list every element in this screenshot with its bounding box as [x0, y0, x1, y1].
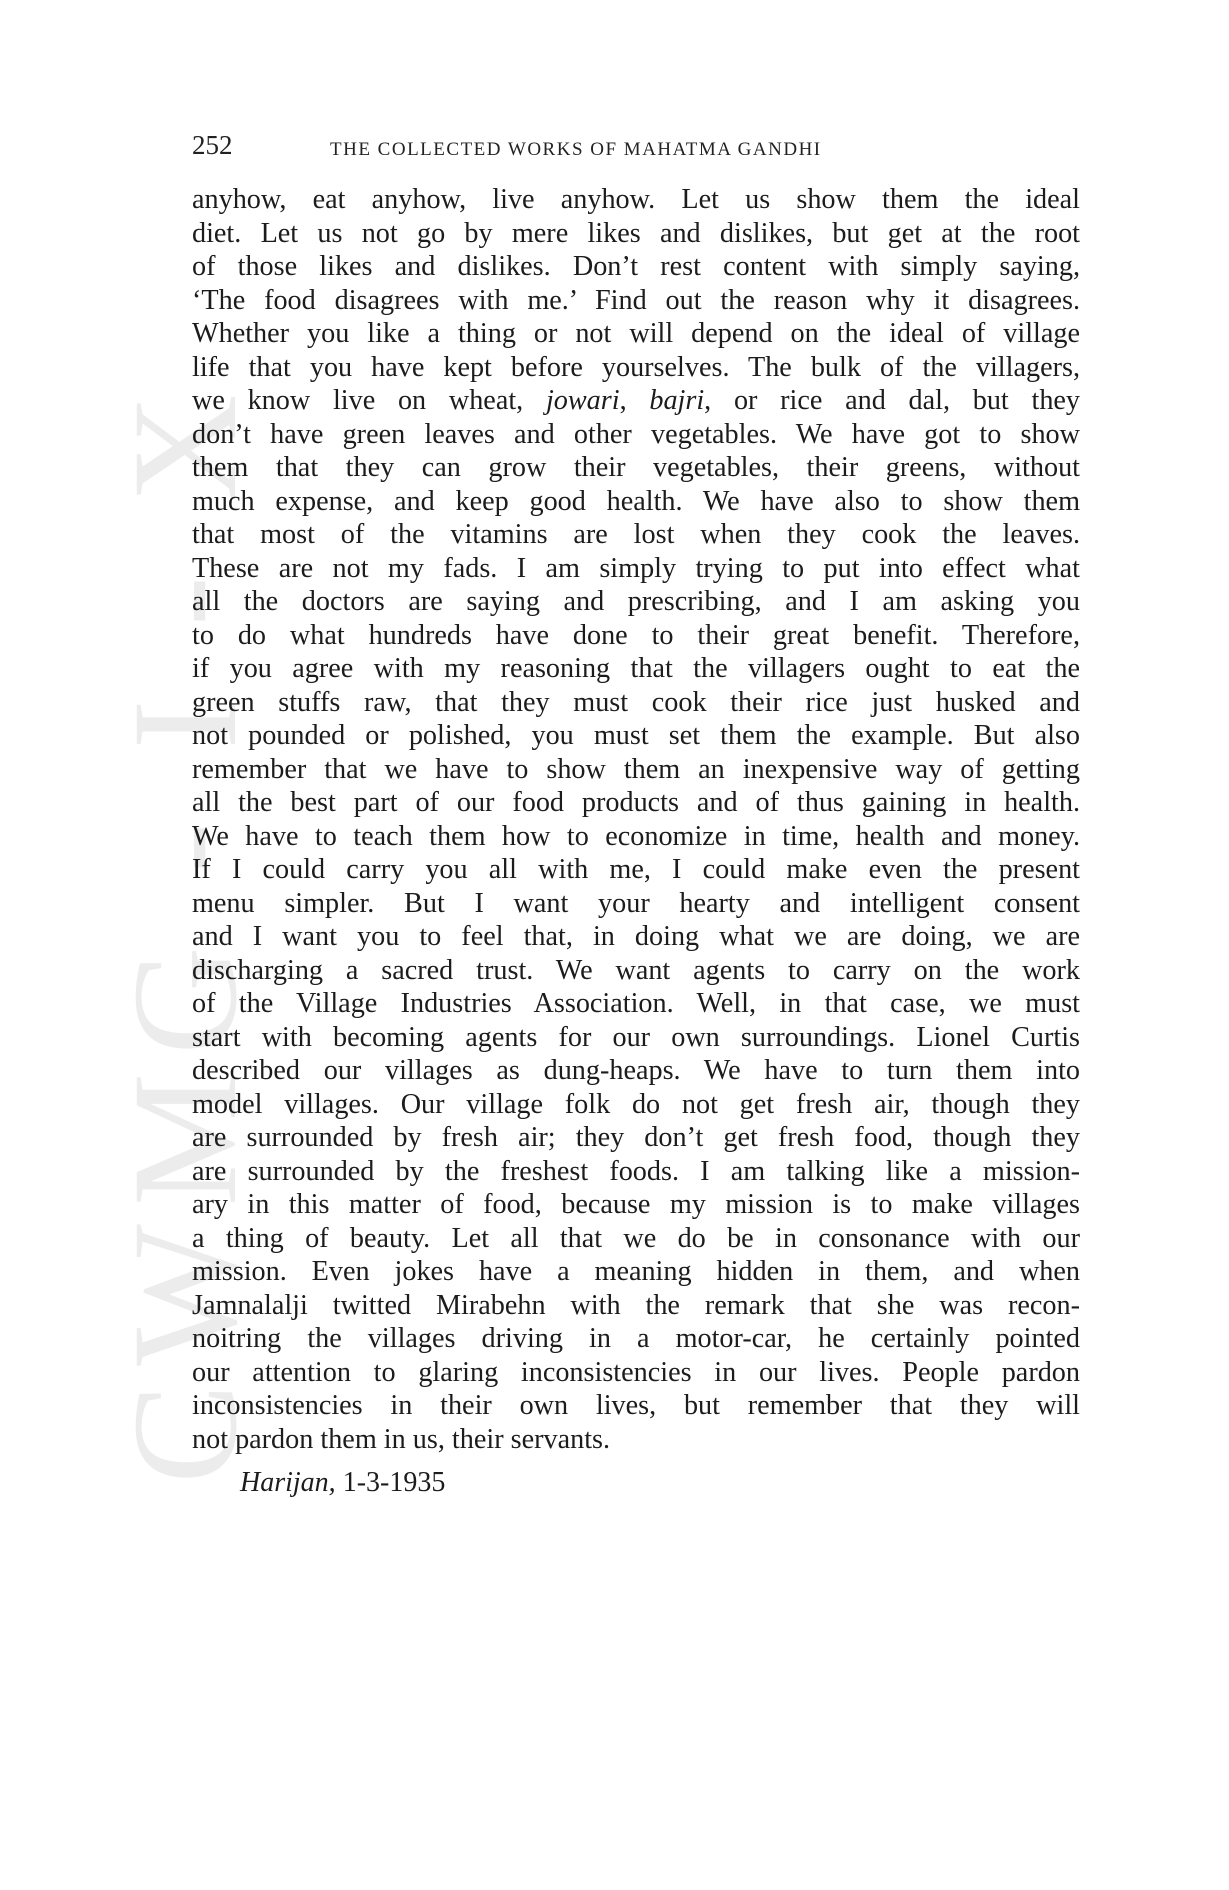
text-line: green stuffs raw, that they must cook their rice just husked and: [192, 686, 1080, 718]
page-header: [192, 130, 1082, 170]
text-line: start with becoming agents for our own surroundings. Lionel Curtis: [192, 1021, 1080, 1053]
text-line: our attention to glaring inconsistencies in our lives. People pardon: [192, 1356, 1080, 1388]
text-line: are surrounded by the freshest foods. I am talking like a mission-: [192, 1155, 1080, 1187]
source-publication: Harijan,: [240, 1467, 336, 1498]
text-line: mission. Even jokes have a meaning hidden in them, and when: [192, 1256, 1080, 1287]
text-line: that most of the vitamins are lost when they cook the leaves.: [192, 519, 1080, 550]
italic-term: bajri: [649, 385, 705, 416]
text-line: described our villages as dung-heaps. We have to turn them into: [192, 1055, 1080, 1086]
text-line: ‘The food disagrees with me.’ Find out the reason why it disagrees.: [192, 284, 1080, 316]
text-line: if you agree with my reasoning that the villagers ought to eat the: [192, 653, 1080, 684]
text-line: don’t have green leaves and other vegetables. We have got to show: [192, 418, 1080, 450]
text-line: all the best part of our food products and of thus gaining in health.: [192, 787, 1080, 818]
body-text: [192, 183, 1080, 1456]
text-line: Jamnalalji twitted Mirabehn with the remark that she was recon-: [192, 1289, 1080, 1321]
text-line: life that you have kept before yourselves. The bulk of the villagers,: [192, 351, 1080, 383]
text-line: If I could carry you all with me, I could make even the present: [192, 854, 1080, 885]
text-line: we know live on wheat, jowari, bajri, or rice and dal, but they: [192, 385, 1081, 416]
text-line: of those likes and dislikes. Don’t rest content with simply saying,: [192, 251, 1080, 282]
text-line: much expense, and keep good health. We have also to show them: [192, 485, 1080, 517]
text-line: of the Village Industries Association. Well, in that case, we must: [192, 988, 1080, 1019]
source-citation: [240, 1467, 445, 1499]
text-line: a thing of beauty. Let all that we do be in consonance with our: [192, 1222, 1080, 1254]
text-line: them that they can grow their vegetables, their greens, without: [192, 452, 1080, 483]
text-line: to do what hundreds have done to their great benefit. Therefore,: [192, 619, 1080, 651]
watermark-text: CWMG - I - X: [102, 376, 268, 1484]
text-line: ary in this matter of food, because my mission is to make villages: [192, 1189, 1080, 1220]
running-title: THE COLLECTED WORKS OF MAHATMA GANDHI: [330, 139, 822, 160]
text-line: are surrounded by fresh air; they don’t get fresh food, though they: [192, 1122, 1080, 1153]
text-line: not pounded or polished, you must set them the example. But also: [192, 720, 1080, 751]
page-number: 252: [192, 130, 233, 160]
text-line: not pardon them in us, their servants.: [192, 1423, 611, 1455]
text-line: discharging a sacred trust. We want agents to carry on the work: [192, 954, 1080, 986]
text-line: anyhow, eat anyhow, live anyhow. Let us show them the ideal: [192, 184, 1080, 215]
source-date: 1-3-1935: [342, 1467, 446, 1498]
text-line: inconsistencies in their own lives, but remember that they will: [192, 1390, 1080, 1421]
text-line: remember that we have to show them an inexpensive way of getting: [192, 753, 1080, 785]
text-line: Whether you like a thing or not will depend on the ideal of village: [192, 318, 1080, 349]
text-line: We have to teach them how to economize in time, health and money.: [192, 820, 1080, 852]
text-line: and I want you to feel that, in doing what we are doing, we are: [192, 921, 1080, 952]
text-line: noitring the villages driving in a motor-car, he certainly pointed: [192, 1323, 1080, 1354]
text-line: model villages. Our village folk do not get fresh air, though they: [192, 1088, 1080, 1120]
text-line: diet. Let us not go by mere likes and dislikes, but get at the root: [192, 217, 1080, 249]
text-line: menu simpler. But I want your hearty and intelligent consent: [192, 887, 1080, 919]
italic-term: jowari: [545, 385, 620, 416]
text-line: These are not my fads. I am simply trying to put into effect what: [192, 552, 1080, 584]
text-line: all the doctors are saying and prescribing, and I am asking you: [192, 586, 1080, 617]
